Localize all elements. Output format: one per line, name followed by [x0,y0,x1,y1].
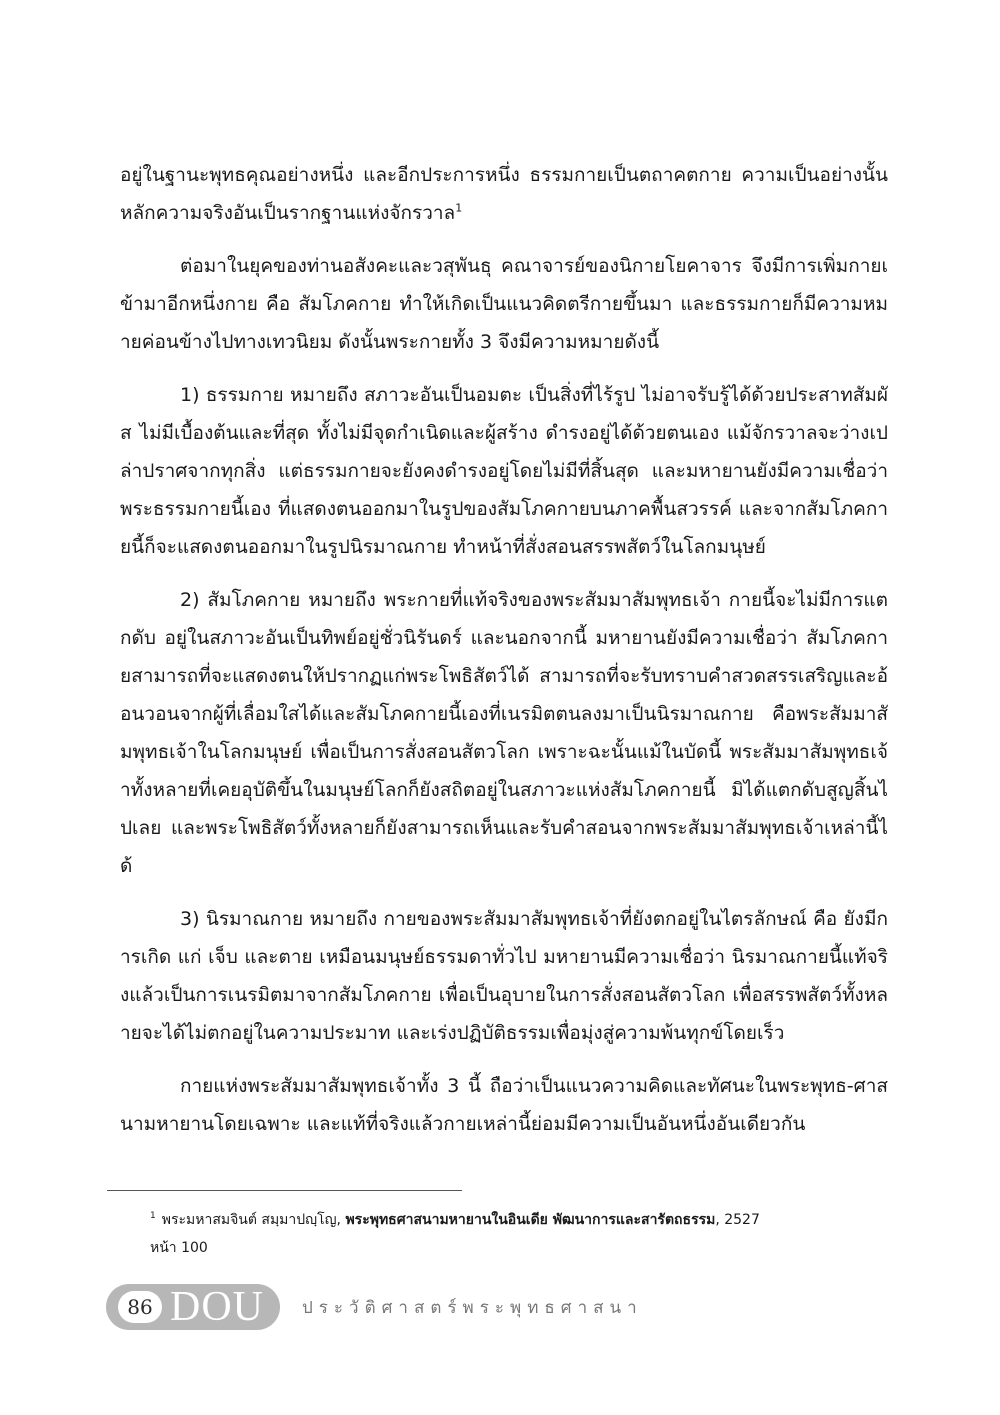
paragraph-nirmanakaya: 3) นิรมาณกาย หมายถึง กายของพระสัมมาสัมพุทธเจ้าที่ยังตกอยู่ในไตรลักษณ์ คือ ยังมีการเกิด แก่ เจ็บ และตาย เหมือนมนุษย์ธรรมดาทั่วไป มหายานมีความเชื่อว่า นิรมาณกายนี้แท้จริงแล้วเป็นการเนรมิตมาจากสัมโภคกาย เพื่อเป็นอุบายในการสั่งสอนสัตวโลก เพื่อสรรพสัตว์ทั้งหลายจะได้ไม่ตกอยู่ในความประมาท และเร่งปฏิบัติธรรมเพื่อมุ่งสู่ความพ้นทุกข์โดยเร็ว [120,908,888,1044]
footnote-divider [107,1190,462,1191]
page-body [120,156,888,1158]
paragraph-1-text: อยู่ในฐานะพุทธคุณอย่างหนึ่ง และอีกประการหนึ่ง ธรรมกายเป็นตถาคตกาย ความเป็นอย่างนั้น หลักความจริงอันเป็นรากฐานแห่งจักรวาล [120,164,888,224]
dou-logo: DOU [170,1284,264,1330]
paragraph-dharmakaya: 1) ธรรมกาย หมายถึง สภาวะอันเป็นอมตะ เป็นสิ่งที่ไร้รูป ไม่อาจรับรู้ได้ด้วยประสาทสัมผัส ไม่มีเบื้องต้นและที่สุด ทั้งไม่มีจุดกำเนิดและผู้สร้าง ดำรงอยู่ได้ด้วยตนเอง แม้จักรวาลจะว่างเปล่าปราศจากทุกสิ่ง แต่ธรรมกายจะยังคงดำรงอยู่โดยไม่มีที่สิ้นสุด และมหายานยังมีความเชื่อว่า พระธรรมกายนี้เอง ที่แสดงตนออกมาในรูปของสัมโภคกายบนภาคพื้นสวรรค์ และจากสัมโภคกายนี้ก็จะแสดงตนออกมาในรูปนิรมาณกาย ทำหน้าที่สั่งสอนสรรพสัตว์ในโลกมนุษย์ [120,384,888,558]
footer-badge [106,1284,280,1330]
paragraph-1 [120,156,888,232]
page-footer [106,1283,643,1331]
footnote-author: พระมหาสมจินต์ สมฺมาปญฺโญ, [161,1212,341,1228]
paragraph-2: ต่อมาในยุคของท่านอสังคะและวสุพันธุ คณาจารย์ของนิกายโยคาจาร จึงมีการเพิ่มกายเข้ามาอีกหนึ่งกาย คือ สัมโภคกาย ทำให้เกิดเป็นแนวคิดตรีกายขึ้นมา และธรรมกายก็มีความหมายค่อนข้างไปทางเทวนิยม ดังนั้นพระกายทั้ง 3 จึงมีความหมายดังนี้ [120,255,888,353]
page-number: 86 [118,1291,162,1323]
footnote-year: , 2527 [715,1212,760,1228]
footnote-pages: หน้า 100 [150,1240,208,1256]
footnote-title: พระพุทธศาสนามหายานในอินเดีย พัฒนาการและสารัตถธรรม [345,1212,716,1228]
course-title: ประวัติศาสตร์พระพุทธศาสนา [302,1297,643,1318]
paragraph-conclusion: กายแห่งพระสัมมาสัมพุทธเจ้าทั้ง 3 นี้ ถือว่าเป็นแนวความคิดและทัศนะในพระพุทธ-ศาสนามหายานโดยเฉพาะ และแท้ที่จริงแล้วกายเหล่านี้ย่อมมีความเป็นอันหนึ่งอันเดียวกัน [120,1075,888,1135]
footnote-line-1 [150,1206,870,1234]
paragraph-sambhogakaya: 2) สัมโภคกาย หมายถึง พระกายที่แท้จริงของพระสัมมาสัมพุทธเจ้า กายนี้จะไม่มีการแตกดับ อยู่ในสภาวะอันเป็นทิพย์อยู่ชั่วนิรันดร์ และนอกจากนี้ มหายานยังมีความเชื่อว่า สัมโภคกายสามารถที่จะแสดงตนให้ปรากฏแก่พระโพธิสัตว์ได้ สามารถที่จะรับทราบคำสวดสรรเสริญและอ้อนวอนจากผู้ที่เลื่อมใสได้และสัมโภคกายนี้เองที่เนรมิตตนลงมาเป็นนิรมาณกาย คือพระสัมมาสัมพุทธเจ้าในโลกมนุษย์ เพื่อเป็นการสั่งสอนสัตวโลก เพราะฉะนั้นแม้ในบัดนี้ พระสัมมาสัมพุทธเจ้าทั้งหลายที่เคยอุบัติขึ้นในมนุษย์โลกก็ยังสถิตอยู่ในสภาวะแห่งสัมโภคกายนี้ มิได้แตกดับสูญสิ้นไปเลย และพระโพธิสัตว์ทั้งหลายก็ยังสามารถเห็นและรับคำสอนจากพระสัมมาสัมพุทธเจ้าเหล่านี้ได้ [120,589,888,877]
footnote [150,1206,870,1262]
footnote-reference[interactable]: 1 [455,201,463,215]
footnote-number: 1 [150,1211,156,1222]
